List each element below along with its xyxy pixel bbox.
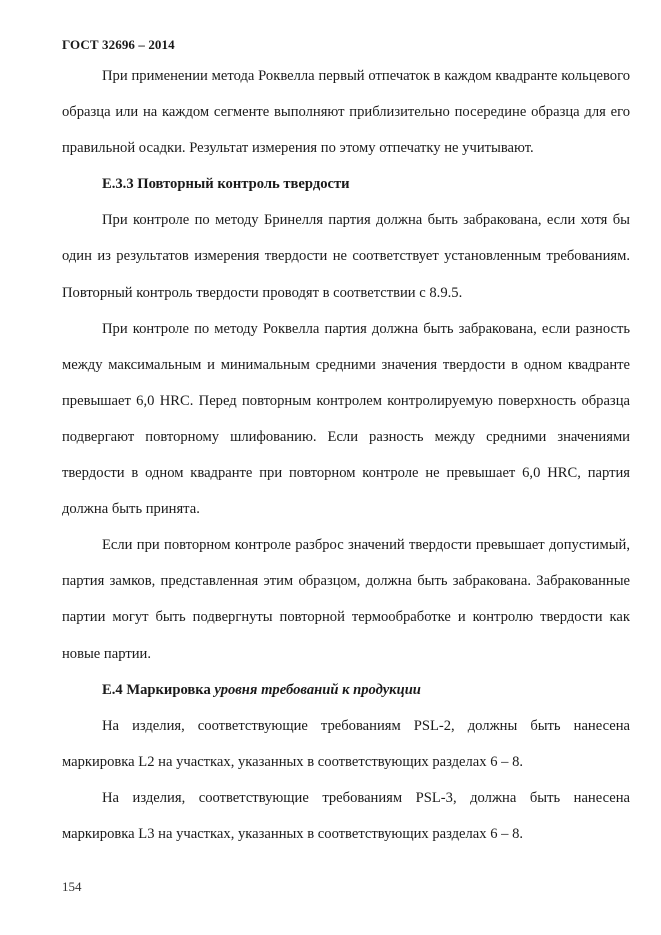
section-heading-e33: Е.3.3 Повторный контроль твердости [102, 176, 350, 193]
section-heading-e4-italic: уровня требований к продукции [214, 681, 421, 698]
paragraph-brinell-retest: При контроле по методу Бринелля партия должна быть забракована, если хотя бы один из результатов измерения твердости не соответствует установленным требованиям. Повторный контроль твердости проводят в соответствии с 8.9.5. [62, 212, 630, 301]
paragraph-psl2-marking: На изделия, соответствующие требованиям PSL-2, должны быть нанесена маркировка L2 на участках, указанных в соответствующих разделах 6 – 8. [62, 717, 630, 770]
paragraph-rockwell-first-imprint: При применении метода Роквелла первый отпечаток в каждом квадранте кольцевого образца или на каждом сегменте выполняют приблизительно посередине образца для его правильной осадки. Результат измерения по этому отпечатку не учитывают. [62, 68, 630, 157]
paragraph-psl3-marking: На изделия, соответствующие требованиям PSL-3, должна быть нанесена маркировка L3 на участках, указанных в соответствующих разделах 6 – 8. [62, 789, 630, 842]
document-body [62, 58, 630, 852]
section-heading-e4 [62, 672, 630, 708]
document-header: ГОСТ 32696 – 2014 [62, 37, 175, 52]
section-heading-e4-regular: Е.4 Маркировка [102, 681, 215, 698]
paragraph-rockwell-retest: При контроле по методу Роквелла партия должна быть забракована, если разность между максимальным и минимальным средними значения твердости в одном квадранте превышает 6,0 HRC. Перед повторным контролем контролируемую поверхность образца подвергают повторному шлифованию. Если разность между средними значениями твердости в одном квадранте при повторном контроле не превышает 6,0 HRC, партия должна быть принята. [62, 320, 630, 518]
page-number: 154 [62, 879, 82, 894]
paragraph-retest-spread: Если при повторном контроле разброс значений твердости превышает допустимый, партия замков, представленная этим образцом, должна быть забракована. Забракованные партии могут быть подвергнуты повторной термообработке и контролю твердости как новые партии. [62, 537, 630, 662]
